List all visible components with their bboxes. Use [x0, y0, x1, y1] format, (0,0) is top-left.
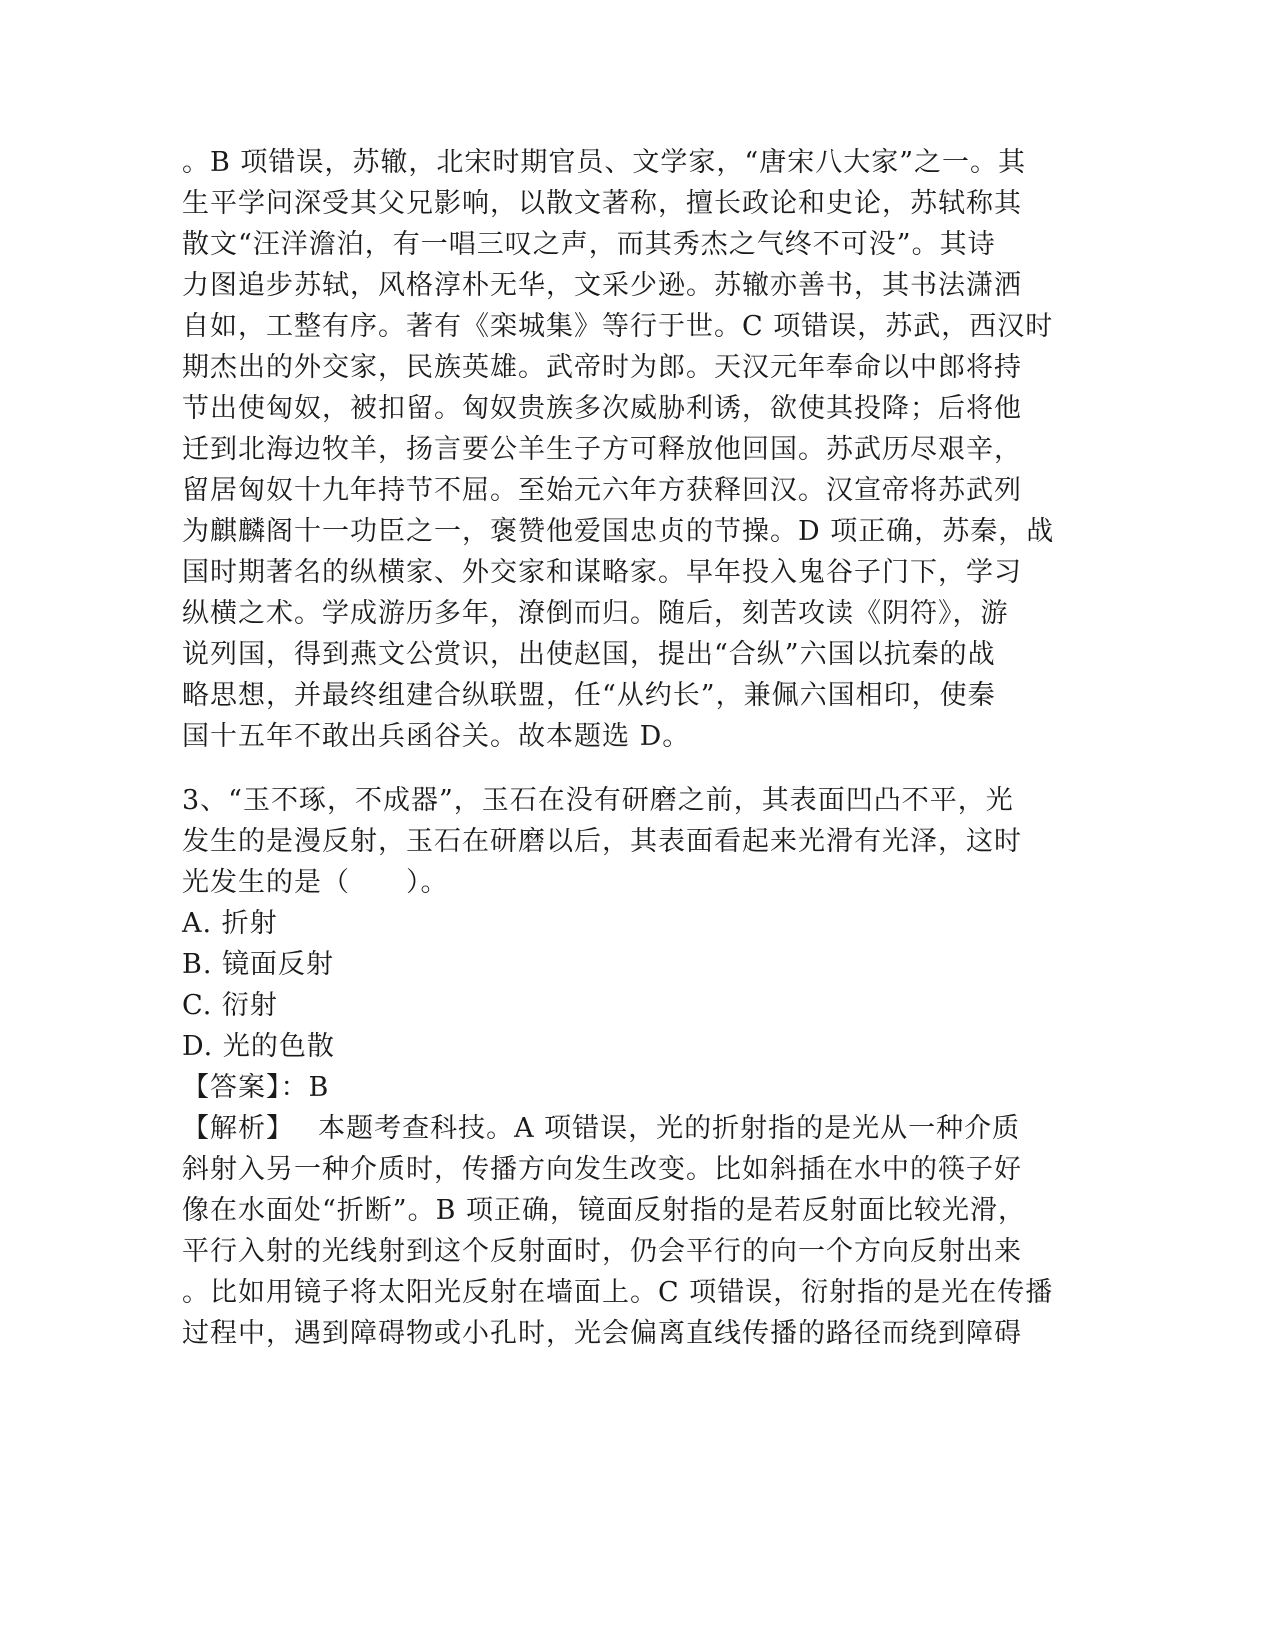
analysis-line: 像在水面处“折断”。B 项正确，镜面反射指的是若反射面比较光滑，	[182, 1195, 1027, 1226]
text-line: 留居匈奴十九年持节不屈。至始元六年方获释回汉。汉宣帝将苏武列	[182, 475, 1022, 506]
analysis-line: 。比如用镜子将太阳光反射在墙面上。C 项错误，衍射指的是光在传播	[182, 1277, 1054, 1308]
analysis-line: 过程中，遇到障碍物或小孔时，光会偏离直线传播的路径而绕到障碍	[182, 1318, 1022, 1349]
text-line: 国十五年不敢出兵函谷关。故本题选 D。	[182, 721, 691, 752]
text-line: 期杰出的外交家，民族英雄。武帝时为郎。天汉元年奉命以中郎将持	[182, 352, 1022, 383]
analysis-line: 平行入射的光线射到这个反射面时，仍会平行的向一个方向反射出来	[182, 1236, 1022, 1267]
text-line: 自如，工整有序。著有《栾城集》等行于世。C 项错误，苏武，西汉时	[182, 311, 1054, 342]
answer-line: 【答案】：B	[182, 1072, 330, 1103]
text-line: 说列国，得到燕文公赏识，出使赵国，提出“合纵”六国以抗秦的战	[182, 639, 996, 670]
text-line: 为麒麟阁十一功臣之一，褒赞他爱国忠贞的节操。D 项正确，苏秦，战	[182, 516, 1055, 547]
text-line: 力图追步苏轼，风格淳朴无华，文采少逊。苏辙亦善书，其书法潇洒	[182, 270, 1022, 301]
analysis-line: 【解析】 本题考查科技。A 项错误，光的折射指的是光从一种介质	[182, 1113, 1021, 1144]
text-line: 迁到北海边牧羊，扬言要公羊生子方可释放他回国。苏武历尽艰辛，	[182, 434, 1022, 465]
text-line: 略思想，并最终组建合纵联盟，任“从约长”，兼佩六国相印，使秦	[182, 680, 996, 711]
analysis-line: 斜射入另一种介质时，传播方向发生改变。比如斜插在水中的筷子好	[182, 1154, 1022, 1185]
text-line: 生平学问深受其父兄影响，以散文著称，擅长政论和史论，苏轼称其	[182, 188, 1022, 219]
option-a: A. 折射	[182, 908, 278, 939]
text-line: 。B 项错误，苏辙，北宋时期官员、文学家，“唐宋八大家”之一。其	[182, 147, 1027, 178]
option-c: C. 衍射	[182, 990, 278, 1021]
text-line: 节出使匈奴，被扣留。匈奴贵族多次威胁利诱，欲使其投降；后将他	[182, 393, 1022, 424]
question-line: 光发生的是（ ）。	[182, 867, 449, 898]
option-d: D. 光的色散	[182, 1031, 335, 1062]
question-line: 发生的是漫反射，玉石在研磨以后，其表面看起来光滑有光泽，这时	[182, 826, 1022, 857]
text-line: 国时期著名的纵横家、外交家和谋略家。早年投入鬼谷子门下，学习	[182, 557, 1022, 588]
option-b: B. 镜面反射	[182, 949, 335, 980]
text-line: 散文“汪洋澹泊，有一唱三叹之声，而其秀杰之气终不可没”。其诗	[182, 229, 996, 260]
text-line: 纵横之术。学成游历多年，潦倒而归。随后，刻苦攻读《阴符》，游	[182, 598, 1009, 629]
question-line: 3、“玉不琢，不成器”，玉石在没有研磨之前，其表面凹凸不平，光	[182, 785, 1014, 816]
